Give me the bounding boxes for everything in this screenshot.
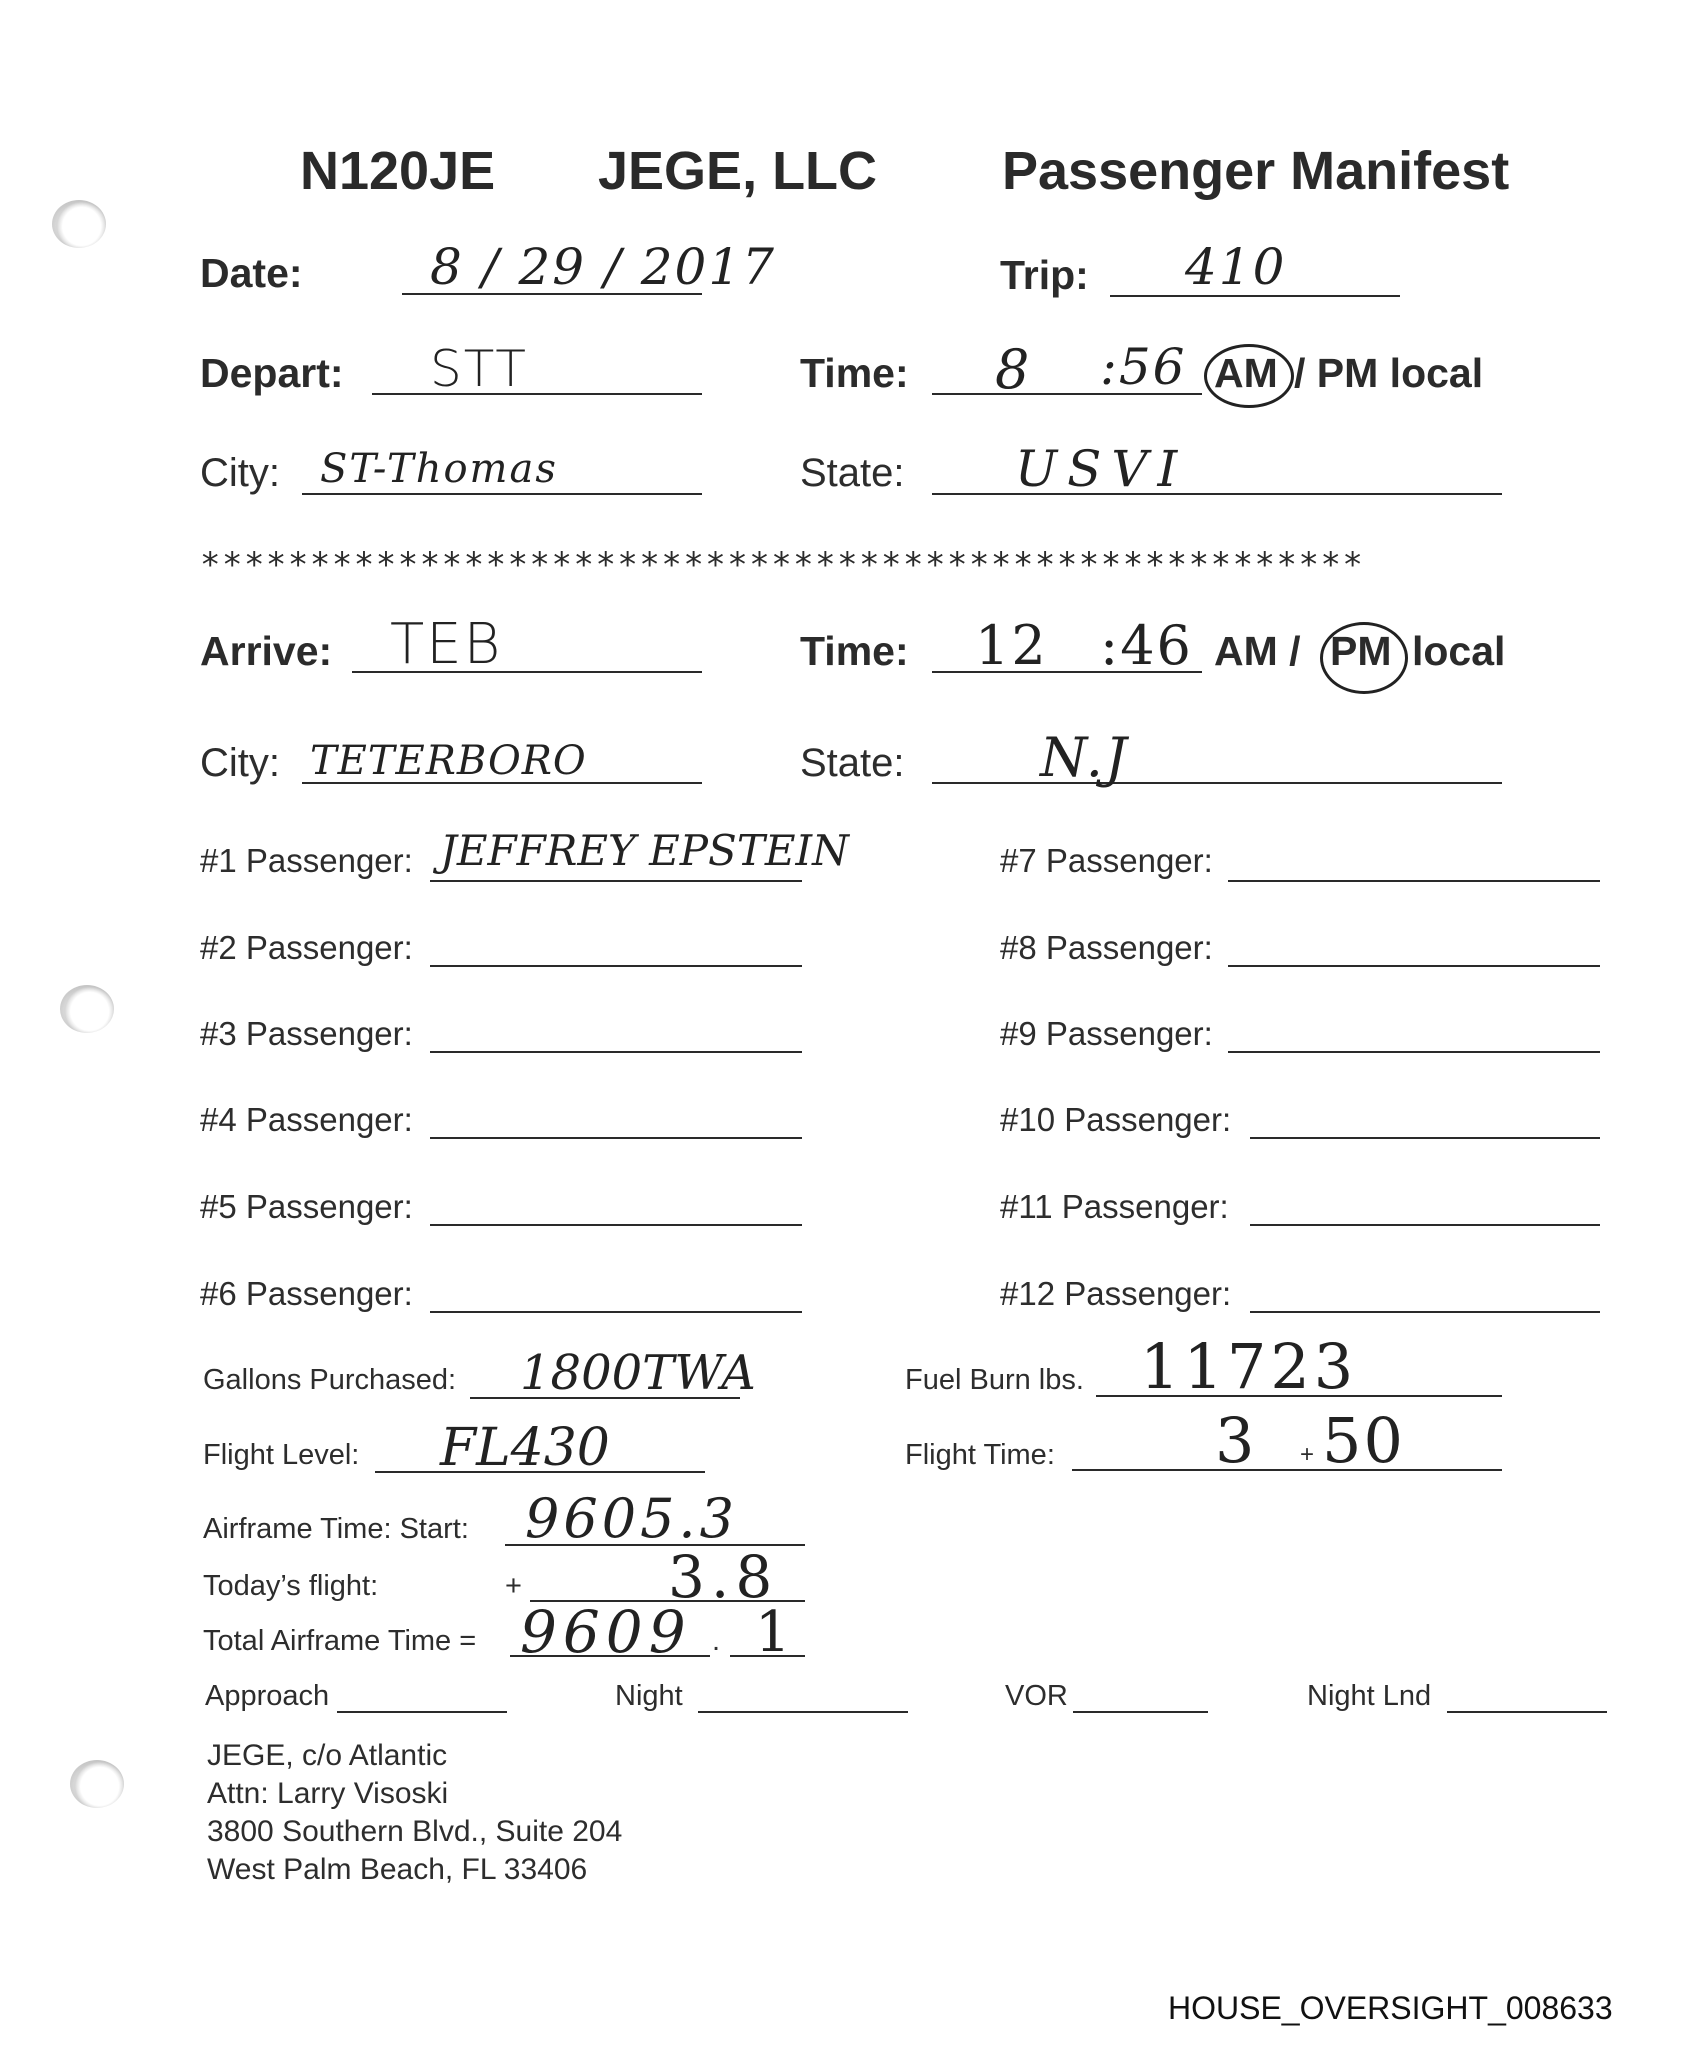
arrive-am-separator: AM /: [1214, 628, 1301, 674]
address-line-2: Attn: Larry Visoski: [207, 1777, 449, 1810]
passenger-1-value: JEFFREY EPSTEIN: [440, 826, 849, 875]
bates-number: HOUSE_OVERSIGHT_008633: [1168, 1990, 1613, 2026]
flight-level-label: Flight Level:: [203, 1439, 360, 1471]
tail-number: N120JE: [300, 141, 496, 201]
flight-time-plus: +: [1300, 1441, 1315, 1468]
depart-pm-local: / PM local: [1294, 350, 1484, 396]
gallons-value: 1800TWA: [520, 1345, 756, 1401]
arrive-city-label: City:: [200, 741, 280, 785]
arrive-city-value: TETERBORO: [310, 738, 587, 784]
gallons-label: Gallons Purchased:: [203, 1364, 457, 1396]
arrive-state-line: [932, 782, 1502, 784]
depart-hour: 8: [995, 338, 1032, 401]
address-line-1: JEGE, c/o Atlantic: [207, 1739, 448, 1772]
airframe-start-value: 9605.3: [525, 1487, 738, 1550]
arrive-local: local: [1412, 628, 1506, 674]
passenger-9-label: #9 Passenger:: [1000, 1015, 1213, 1052]
depart-value: STT: [430, 340, 528, 398]
arrive-state-value: N.J: [1040, 726, 1129, 789]
binder-hole-top: [52, 200, 106, 248]
depart-state-label: State:: [800, 451, 905, 495]
depart-time-label: Time:: [800, 350, 909, 396]
flight-time-line: [1072, 1469, 1502, 1471]
passenger-12-line: [1250, 1311, 1600, 1313]
passenger-12-label: #12 Passenger:: [1000, 1275, 1232, 1312]
total-airframe-dot: .: [712, 1625, 721, 1657]
passenger-2-label: #2 Passenger:: [200, 929, 413, 966]
passenger-8-label: #8 Passenger:: [1000, 929, 1213, 966]
passenger-5-label: #5 Passenger:: [200, 1188, 413, 1225]
night-lnd-line: [1447, 1711, 1607, 1713]
passenger-11-label: #11 Passenger:: [1000, 1188, 1229, 1225]
passenger-2-line: [430, 965, 802, 967]
passenger-4-line: [430, 1137, 802, 1139]
arrive-pm: PM: [1330, 628, 1392, 674]
vor-line: [1073, 1711, 1208, 1713]
page-title: Passenger Manifest: [1002, 141, 1510, 201]
depart-label: Depart:: [200, 350, 344, 396]
company-name: JEGE, LLC: [598, 141, 878, 201]
am-selected-circle: [1204, 344, 1294, 408]
passenger-5-line: [430, 1224, 802, 1226]
flight-time-hours: 3: [1215, 1404, 1257, 1477]
passenger-3-line: [430, 1051, 802, 1053]
approach-label: Approach: [205, 1680, 330, 1712]
depart-am: AM: [1214, 350, 1278, 396]
depart-minutes: :56: [1100, 338, 1187, 396]
arrive-hour: 12: [975, 614, 1048, 677]
date-value: 8 / 29 / 2017: [430, 238, 776, 296]
passenger-8-line: [1228, 965, 1600, 967]
flight-level-value: FL430: [440, 1418, 610, 1478]
trip-value: 410: [1185, 238, 1287, 296]
todays-flight-plus: +: [505, 1570, 522, 1602]
night-label: Night: [615, 1680, 683, 1712]
passenger-1-label: #1 Passenger:: [200, 842, 413, 879]
passenger-1-line: [430, 880, 802, 882]
passenger-10-label: #10 Passenger:: [1000, 1101, 1232, 1138]
passenger-7-label: #7 Passenger:: [1000, 842, 1213, 879]
passenger-9-line: [1228, 1051, 1600, 1053]
passenger-11-line: [1250, 1224, 1600, 1226]
flight-time-label: Flight Time:: [905, 1439, 1055, 1471]
todays-flight-value: 3.8: [668, 1543, 779, 1611]
vor-label: VOR: [1005, 1680, 1068, 1712]
depart-city-value: ST-Thomas: [320, 446, 558, 492]
passenger-6-label: #6 Passenger:: [200, 1275, 413, 1312]
night-line: [698, 1711, 908, 1713]
binder-hole-bottom: [70, 1760, 124, 1808]
arrive-label: Arrive:: [200, 628, 333, 674]
date-label: Date:: [200, 250, 303, 296]
depart-state-value: USVI: [1015, 440, 1188, 498]
arrive-minutes: :46: [1100, 614, 1193, 677]
pm-selected-circle: [1320, 622, 1408, 694]
passenger-4-label: #4 Passenger:: [200, 1101, 413, 1138]
night-lnd-label: Night Lnd: [1307, 1680, 1432, 1712]
fuel-burn-label: Fuel Burn lbs.: [905, 1364, 1084, 1396]
passenger-10-line: [1250, 1137, 1600, 1139]
arrive-value: TEB: [390, 612, 503, 677]
airframe-start-label: Airframe Time: Start:: [203, 1513, 469, 1545]
address-line-4: West Palm Beach, FL 33406: [207, 1853, 588, 1886]
todays-flight-label: Today’s flight:: [203, 1570, 379, 1602]
approach-line: [337, 1711, 507, 1713]
address-line-3: 3800 Southern Blvd., Suite 204: [207, 1815, 623, 1848]
depart-city-label: City:: [200, 451, 280, 495]
depart-line: [372, 393, 702, 395]
depart-city-line: [302, 493, 702, 495]
total-airframe-whole: 9609: [520, 1598, 692, 1666]
arrive-state-label: State:: [800, 741, 905, 785]
passenger-3-label: #3 Passenger:: [200, 1015, 413, 1052]
total-airframe-label: Total Airframe Time =: [203, 1625, 477, 1657]
arrive-time-label: Time:: [800, 628, 909, 674]
section-separator: *****************************************************: [200, 545, 1365, 585]
passenger-6-line: [430, 1311, 802, 1313]
binder-hole-middle: [60, 985, 114, 1033]
total-airframe-decimal: 1: [755, 1600, 793, 1665]
fuel-burn-value: 11723: [1140, 1330, 1358, 1403]
passenger-7-line: [1228, 880, 1600, 882]
flight-time-minutes: 50: [1322, 1404, 1405, 1477]
trip-label: Trip:: [1000, 252, 1089, 298]
